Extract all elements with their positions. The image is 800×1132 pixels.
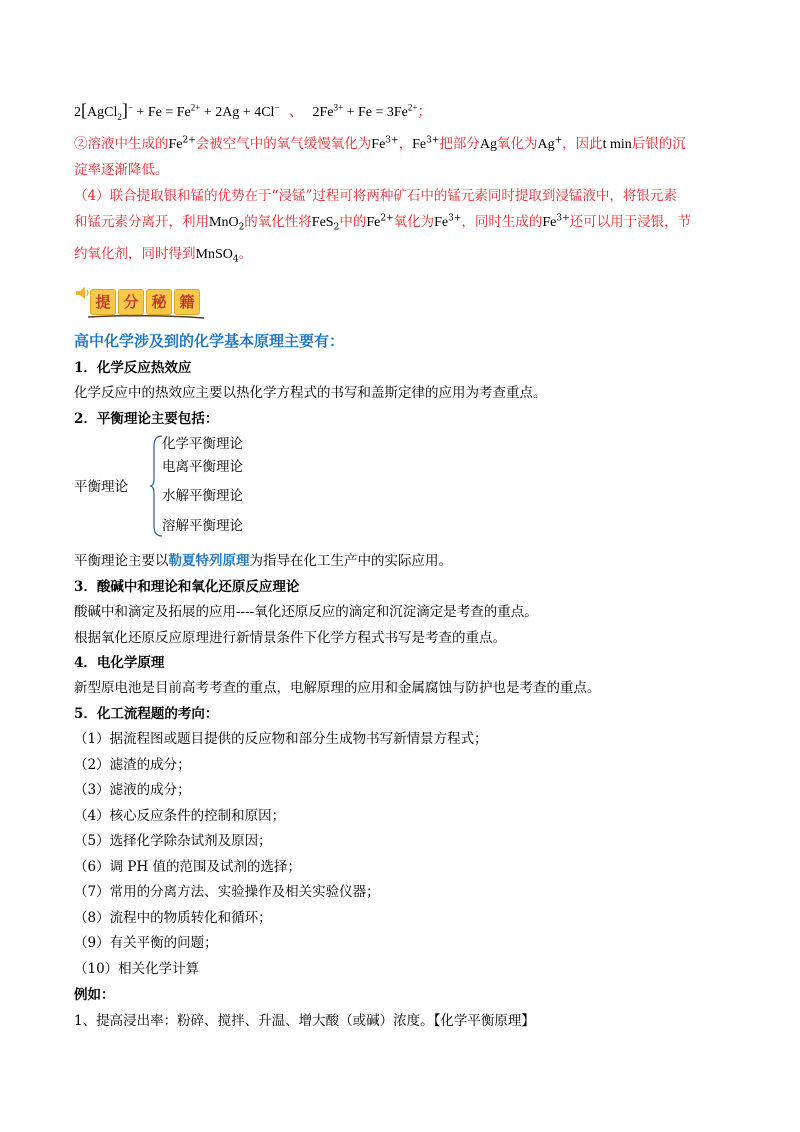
para4-line1	[74, 186, 677, 206]
list-item: （8）流程中的物质转化和循环；	[74, 910, 272, 926]
para2-line2	[74, 160, 169, 180]
para4-fe3-sup: 3+	[448, 213, 462, 224]
para2-t5: 氧化为	[496, 136, 538, 152]
banner-char-4: 籍	[174, 289, 200, 315]
s2-text	[74, 551, 452, 571]
para2-agp: Ag	[537, 137, 555, 152]
banner-char-1: 提	[90, 289, 116, 315]
para4-mno2: MnO	[209, 215, 239, 230]
para4-l2f: 还可以用于浸银，节	[569, 214, 692, 230]
s5-num: 5．	[74, 706, 97, 722]
para2-ag: Ag	[479, 137, 497, 152]
tree-item-hydrolysis-equilibrium: 水解平衡理论	[162, 488, 243, 504]
eq1-cl-charge: −	[274, 102, 280, 113]
list-item: （9）有关平衡的问题；	[74, 935, 218, 951]
s3-num: 3．	[74, 579, 97, 595]
banner-char-3: 秘	[146, 289, 172, 315]
eq1-complex-charge: −	[127, 102, 133, 113]
para2-line2-text: 淀率逐渐降低。	[74, 162, 169, 178]
eq2-sup2: 2+	[407, 102, 418, 113]
s3-text2: 根据氧化还原反应原理进行新情景条件下化学方程式书写是考查的重点。	[74, 630, 506, 646]
s2-text-a: 平衡理论主要以	[74, 553, 169, 569]
s1-num: 1．	[74, 360, 97, 376]
tree-item-chemical-equilibrium: 化学平衡理论	[162, 436, 243, 452]
para4-fes2: FeS	[311, 215, 334, 230]
speaker-icon	[74, 285, 90, 303]
s1-text: 化学反应中的热效应主要以热化学方程式的书写和盖斯定律的应用为考查重点。	[74, 385, 547, 401]
eq1-agcl: AgCl	[87, 105, 118, 120]
list-item: （7）常用的分离方法、实验操作及相关实验仪器；	[74, 884, 380, 900]
example-heading: 例如：	[74, 987, 115, 1003]
list-item: （1）据流程图或题目提供的反应物和部分生成物书写新情景方程式；	[74, 731, 488, 747]
list-item: （3）滤液的成分；	[74, 782, 191, 798]
eq1-lbracket: [	[81, 100, 87, 120]
para4-l3a: 约氧化剂，同时得到	[74, 246, 196, 262]
list-item: （6）调 PH 值的范围及试剂的选择；	[74, 859, 302, 875]
equation-separator: 、	[289, 105, 304, 120]
eq2-part2: + Fe = 3Fe	[343, 105, 408, 120]
list-item: （2）滤渣的成分；	[74, 757, 191, 773]
para2-t1: ②溶液中生成的	[74, 136, 169, 152]
s4-heading-text: 电化学原理	[96, 655, 165, 671]
s2-num: 2．	[74, 411, 97, 427]
para2-t2: 会被空气中的氧气缓慢氧化为	[195, 136, 372, 152]
para4-l2b: 的氧化性将	[244, 214, 312, 230]
para2-tmin: t min	[602, 137, 632, 152]
tips-banner	[74, 283, 214, 319]
s3-heading-text: 酸碱中和理论和氧化还原反应理论	[96, 579, 300, 595]
para2-t6: ，因此	[562, 136, 603, 152]
s2-text-b: 为指导在化工生产中的实际应用。	[249, 553, 452, 569]
para4-fe3b: Fe	[542, 215, 557, 230]
para4-fe3: Fe	[434, 215, 449, 230]
s1-heading-text: 化学反应热效应	[96, 360, 192, 376]
para2-fe3b-sup: 3+	[426, 135, 440, 146]
para4-line3	[74, 244, 252, 265]
para2-fe3-sup: 3+	[385, 135, 399, 146]
equation-1	[74, 100, 283, 122]
list-item: （10）相关化学计算	[74, 961, 200, 977]
s2-heading	[74, 409, 218, 429]
para4-fe2: Fe	[366, 215, 381, 230]
eq1-rest2: + 2Ag + 4Cl	[200, 105, 275, 120]
eq1-coef: 2	[74, 105, 81, 120]
para2-t4: 把部分	[439, 136, 480, 152]
tree-root: 平衡理论	[74, 479, 128, 495]
banner-underline	[84, 313, 224, 321]
para4-l1: （4）联合提取银和锰的优势在于“浸锰”过程可将两种矿石中的锰元素同时提取到浸锰液中，将银元素	[74, 188, 677, 204]
para2-fe3: Fe	[371, 137, 386, 152]
eq1-rbracket: ]	[121, 100, 128, 120]
tree-item-dissolution-equilibrium: 溶解平衡理论	[162, 518, 243, 534]
eq1-agcl-sub: 2	[117, 111, 122, 122]
para2-t7: 后银的沉	[631, 136, 686, 152]
eq2-part1: 2Fe	[312, 105, 334, 120]
s2-heading-text: 平衡理论主要包括：	[96, 411, 219, 427]
s5-heading-text: 化工流程题的考向：	[96, 706, 219, 722]
para4-l2c: 中的	[339, 214, 367, 230]
para4-mno2-sub: 2	[238, 222, 245, 233]
para4-l2a: 和锰元素分离开，利用	[74, 214, 209, 230]
para2-fe2: Fe	[168, 137, 183, 152]
para4-l3b: 。	[238, 246, 253, 262]
para4-mnso4-sub: 4	[232, 254, 239, 265]
s5-heading	[74, 704, 218, 724]
para4-fes2-sub: 2	[333, 222, 340, 233]
para4-line2	[74, 212, 691, 233]
s4-heading	[74, 653, 164, 673]
tree-item-ionization-equilibrium: 电离平衡理论	[162, 459, 243, 475]
list-item: （4）核心反应条件的控制和原因；	[74, 808, 286, 824]
para2-line1	[74, 134, 686, 155]
banner-char-2: 分	[118, 289, 144, 315]
eq1-rest: + Fe = Fe	[132, 105, 191, 120]
para2-fe3b: Fe	[412, 137, 427, 152]
eq2-sup1: 3+	[333, 102, 344, 113]
s3-heading	[74, 577, 299, 597]
le-chatelier-link[interactable]: 勒夏特列原理	[168, 553, 250, 569]
example-text: 1、提高浸出率：粉碎、搅拌、升温、增大酸（或碱）浓度。【化学平衡原理】	[74, 1013, 535, 1029]
eq2-end: ；	[417, 105, 432, 120]
para2-fe2-sup: 2+	[182, 135, 196, 146]
equation-2	[312, 102, 432, 120]
s3-text1: 酸碱中和滴定及拓展的应用----氧化还原反应的滴定和沉淀滴定是考查的重点。	[74, 604, 538, 620]
para2-t3: ，	[398, 136, 413, 152]
s4-num: 4．	[74, 655, 97, 671]
para4-fe3b-sup: 3+	[556, 213, 570, 224]
section-title: 高中化学涉及到的化学基本原理主要有：	[74, 332, 345, 350]
list-item: （5）选择化学除杂试剂及原因；	[74, 833, 272, 849]
para4-mnso4: MnSO	[195, 247, 233, 262]
s1-heading	[74, 358, 191, 378]
eq1-fe-charge: 2+	[190, 102, 201, 113]
equation-line	[74, 100, 431, 123]
para4-l2e: ，同时生成的	[461, 214, 543, 230]
para2-agp-sup: +	[554, 135, 563, 146]
para4-l2d: 氧化为	[393, 214, 435, 230]
s4-text: 新型原电池是目前高考考查的重点，电解原理的应用和金属腐蚀与防护也是考查的重点。	[74, 680, 601, 696]
para4-fe2-sup: 2+	[380, 213, 394, 224]
